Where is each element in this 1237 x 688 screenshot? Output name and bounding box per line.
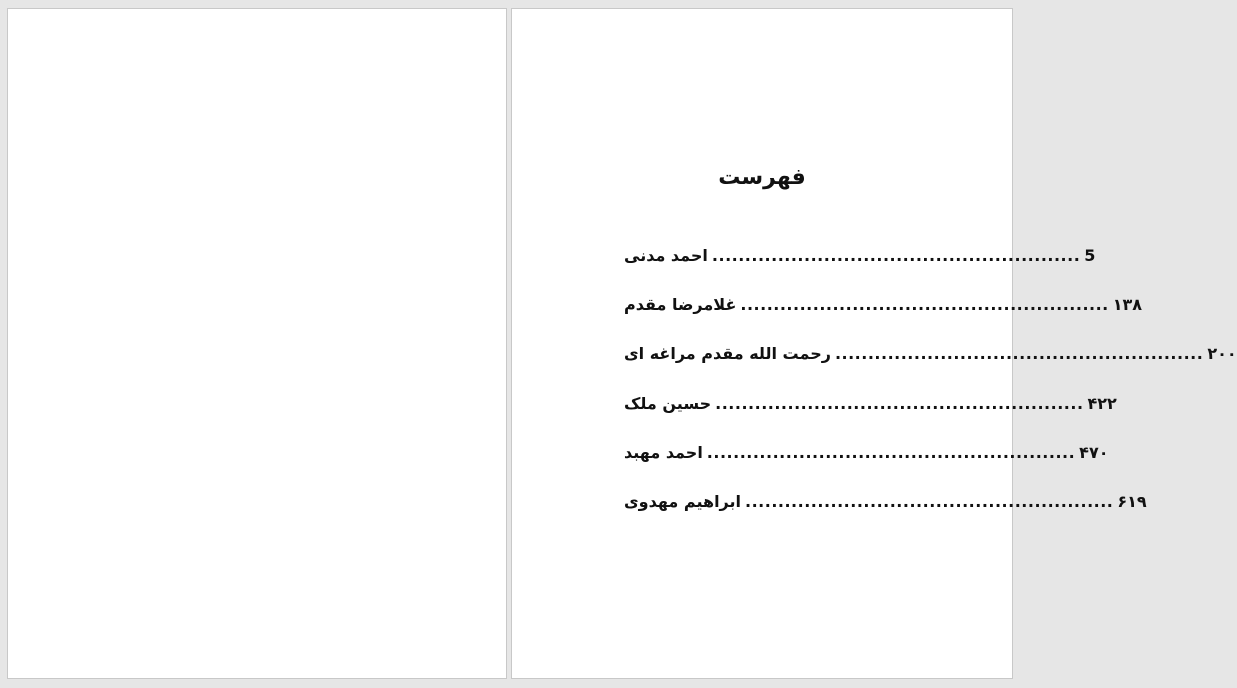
toc-entry-name: غلامرضا مقدم	[624, 295, 737, 315]
toc-entry-page: ۲۰۰	[1207, 344, 1237, 364]
toc-entry[interactable]	[624, 379, 1117, 428]
toc-title: فهرست	[718, 165, 806, 190]
toc-page	[511, 8, 1237, 679]
toc-leader-dots: ........................................................	[706, 442, 1076, 462]
toc-entry-page: ۴۷۰	[1079, 442, 1109, 462]
toc-leader-dots: ........................................................	[745, 492, 1114, 512]
toc-list	[624, 231, 1237, 526]
blank-page	[7, 8, 507, 679]
toc-entry[interactable]	[624, 428, 1109, 477]
toc-entry-name: رحمت الله مقدم مراغه ای	[624, 344, 831, 364]
toc-entry-page: ۴۲۲	[1087, 393, 1117, 413]
toc-entry[interactable]	[624, 477, 1147, 526]
toc-entry-page: 5	[1084, 246, 1096, 266]
toc-leader-dots: ........................................................	[834, 344, 1204, 364]
toc-entry[interactable]	[624, 231, 1096, 280]
toc-entry-name: احمد مهبد	[624, 442, 703, 462]
toc-leader-dots: ........................................................	[711, 246, 1081, 266]
toc-leader-dots: ........................................................	[740, 295, 1109, 315]
toc-entry-name: ابراهیم مهدوی	[624, 492, 741, 512]
toc-entry[interactable]	[624, 329, 1237, 378]
toc-leader-dots: ........................................................	[715, 393, 1084, 413]
toc-entry[interactable]	[624, 280, 1143, 329]
toc-entry-name: احمد مدنی	[624, 246, 708, 266]
toc-entry-page: ۶۱۹	[1117, 492, 1147, 512]
toc-entry-name: حسین ملک	[624, 393, 712, 413]
toc-entry-page: ۱۳۸	[1112, 295, 1143, 315]
